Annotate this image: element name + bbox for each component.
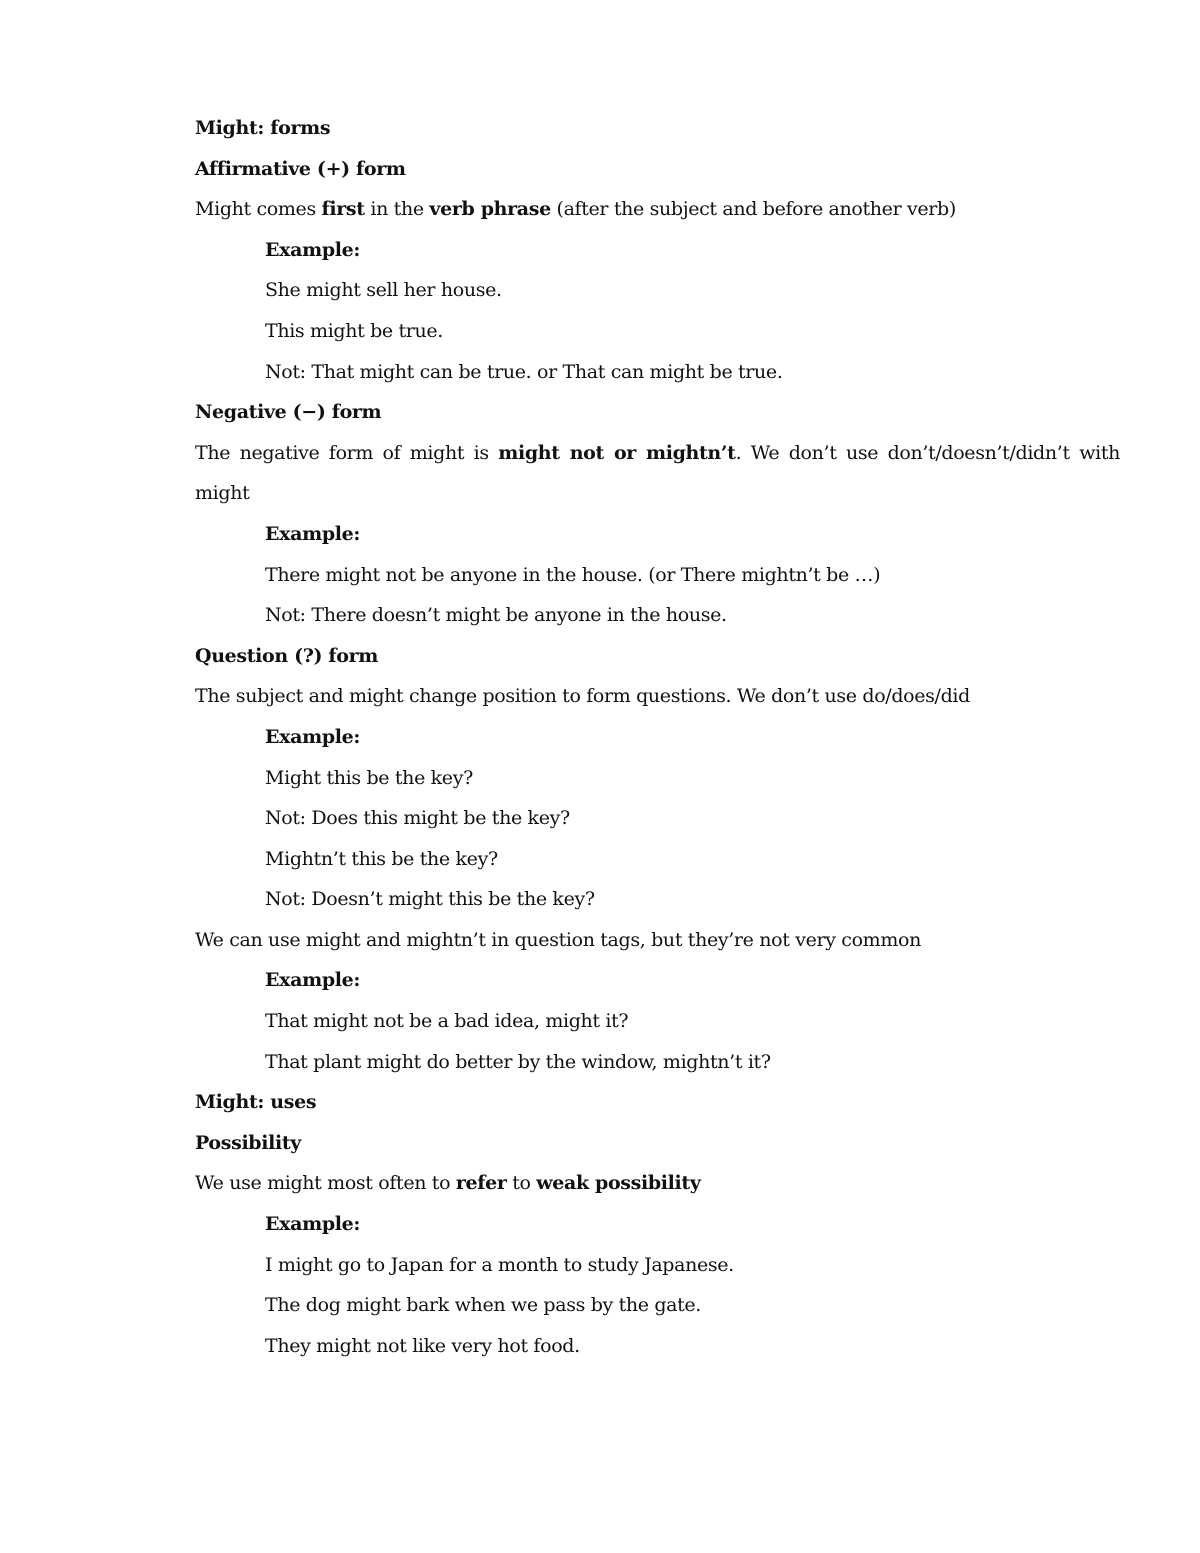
negative-example-label: Example: [265,522,361,545]
affirmative-heading: Affirmative (+) form [195,157,406,180]
question-example: Mightn’t this be the key? [265,847,498,870]
forms-heading: Might: forms [195,117,331,139]
affirmative-example: She might sell her house. [265,279,502,302]
possibility-example-label: Example: [265,1213,361,1236]
uses-heading: Might: uses [195,1091,317,1114]
possibility-heading: Possibility [195,1131,301,1154]
question-tags-example-label: Example: [265,969,361,992]
affirmative-example: This might be true. [265,319,443,342]
question-tags-intro: We can use might and mightn’t in question tags, but they’re not very common [195,928,921,951]
document-body [195,108,1120,1366]
question-tags-example: That might not be a bad idea, might it? [265,1010,629,1033]
negative-heading: Negative (−) form [195,401,382,424]
affirmative-example: Not: That might can be true. or That can might be true. [265,360,783,383]
affirmative-intro: Might comes first in the verb phrase (after the subject and before another verb) [195,198,956,221]
possibility-example: The dog might bark when we pass by the gate. [265,1294,701,1317]
question-example: Not: Doesn’t might this be the key? [265,888,595,911]
question-example: Might this be the key? [265,766,473,789]
negative-example: There might not be anyone in the house. (or There mightn’t be …) [265,563,881,586]
question-intro: The subject and might change position to form questions. We don’t use do/does/did [195,685,970,708]
possibility-example: They might not like very hot food. [265,1334,580,1357]
affirmative-example-label: Example: [265,238,361,261]
possibility-example: I might go to Japan for a month to study Japanese. [265,1253,734,1276]
question-example-label: Example: [265,725,361,748]
question-example: Not: Does this might be the key? [265,807,570,830]
question-heading: Question (?) form [195,644,378,667]
negative-example: Not: There doesn’t might be anyone in the house. [265,604,727,627]
question-tags-example: That plant might do better by the window, mightn’t it? [265,1050,771,1073]
negative-intro: The negative form of might is might not or mightn’t. We don’t use don’t/doesn’t/didn’t with might [195,441,1121,505]
possibility-intro: We use might most often to refer to weak possibility [195,1172,701,1195]
